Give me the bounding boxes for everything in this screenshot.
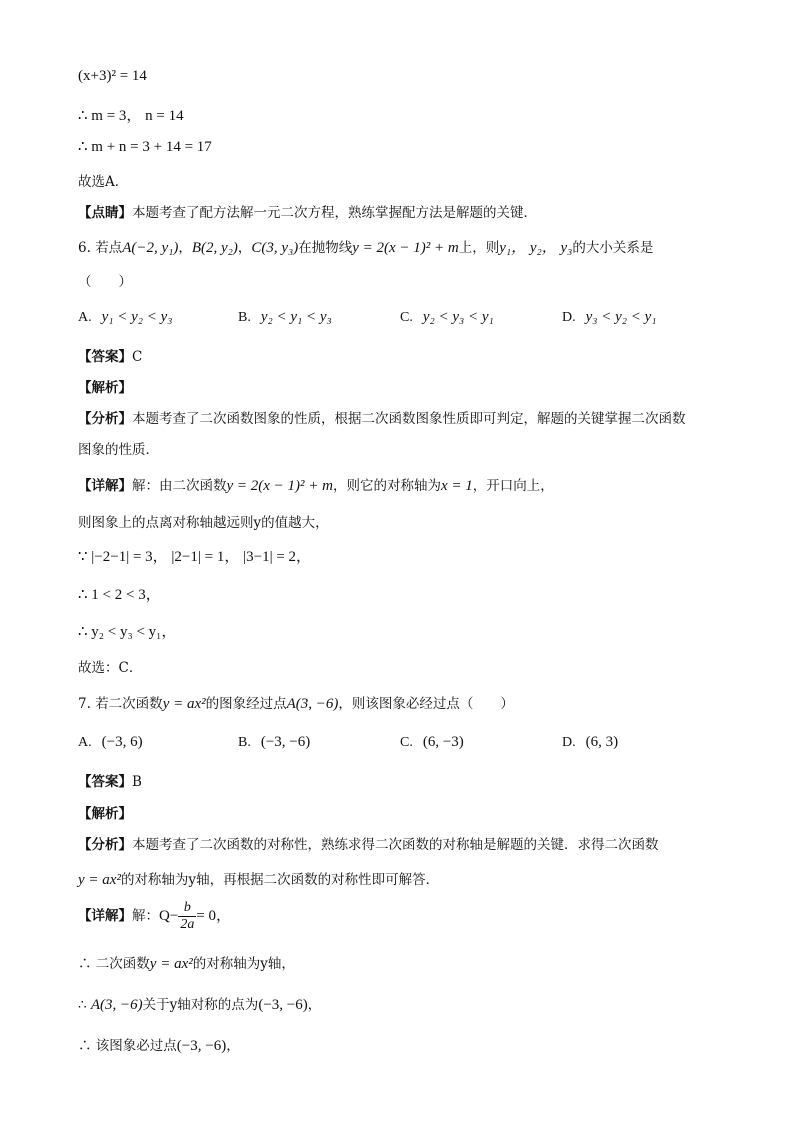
q6-stem-b: 在抛物线	[298, 240, 353, 256]
q6-option-c-label: C.	[400, 310, 413, 325]
q6-step-5: 故选：C．	[78, 660, 143, 676]
q6-step-4: ∴ y₂ < y₃ < y₁，	[78, 624, 177, 640]
q6-jiexi: 【解析】	[78, 380, 132, 396]
q7-option-b-text: (−3, −6)	[260, 734, 311, 750]
q6-option-c	[400, 309, 494, 326]
dianjing-line	[78, 201, 537, 221]
q6-point-b: B(2, y₂)	[191, 240, 238, 256]
q6-answer-value: C	[132, 349, 143, 365]
equation-line-3: ∴ m + n = 3 + 14 = 17	[78, 139, 212, 155]
q7-answer	[78, 770, 142, 790]
q6-option-b	[238, 309, 332, 326]
q7-step-1	[78, 952, 295, 973]
q6-option-d-label: D.	[562, 310, 576, 325]
q7-step-2-point: A(3, −6)	[90, 997, 143, 1013]
choice-line: 故选A．	[78, 174, 129, 190]
q7-detail	[78, 900, 231, 933]
q6-option-b-label: B.	[238, 310, 251, 325]
q7-analysis-eq: y = ax²	[78, 872, 121, 888]
q7-step-1-a: ∴ 二次函数	[78, 956, 150, 972]
q6-option-d-text: y₃ < y₂ < y₁	[585, 309, 657, 325]
q6-number: 6.	[78, 240, 91, 256]
q7-step-2-a: ∴	[78, 997, 87, 1013]
q7-stem	[78, 692, 514, 713]
q7-step-3	[78, 1034, 240, 1055]
q6-stem-d: 的大小关系是	[572, 240, 654, 256]
q7-step-1-eq: y = ax²	[149, 956, 193, 972]
q6-detail-a: 解：由二次函数	[132, 478, 227, 494]
q7-fraction-denominator: 2a	[180, 917, 195, 932]
q7-detail-q: Q	[159, 908, 170, 924]
q6-point-c: C(3, y₃)	[251, 240, 299, 256]
q7-step-2-b: 关于y轴对称的点为	[142, 997, 259, 1013]
q7-step-1-b: 的对称轴为y轴，	[192, 956, 295, 972]
q6-option-c-text: y₂ < y₃ < y₁	[422, 309, 494, 325]
q7-analysis-tag: 【分析】	[78, 837, 132, 853]
q6-parabola: y = 2(x − 1)² + m	[352, 240, 459, 256]
q6-point-a: A(−2, y₁)	[122, 240, 179, 256]
q7-option-d	[562, 734, 618, 751]
q7-stem-a: 若二次函数	[95, 696, 163, 712]
q7-step-3-b: ，	[226, 1038, 240, 1054]
q7-step-2-result: (−3, −6)	[258, 997, 308, 1013]
q7-option-c	[400, 734, 464, 751]
q6-paren: （ ）	[78, 274, 132, 290]
q7-option-a-label: A.	[78, 735, 92, 750]
q7-stem-c: ，则该图象必经过点（ ）	[338, 696, 514, 712]
q7-number: 7.	[78, 696, 91, 712]
q6-step-1: 则图象上的点离对称轴越远则y的值越大，	[78, 515, 329, 531]
q6-detail-c: ，开口向上，	[472, 478, 554, 494]
q7-option-d-text: (6, 3)	[585, 734, 619, 750]
q6-option-d	[562, 309, 657, 326]
q6-stem-a: 若点	[95, 240, 123, 256]
q7-analysis-text-2: 的对称轴为y轴，再根据二次函数的对称性即可解答．	[120, 872, 440, 888]
q7-option-a	[78, 734, 143, 751]
q6-analysis-tag: 【分析】	[78, 411, 132, 427]
q6-detail-axis: x = 1	[441, 478, 473, 494]
q6-detail	[78, 474, 554, 495]
q6-analysis-1	[78, 407, 686, 427]
q6-option-a-label: A.	[78, 310, 92, 325]
q6-step-3: ∴ 1 < 2 < 3，	[78, 587, 161, 603]
equation-line-2: ∴ m = 3， n = 14	[78, 108, 184, 124]
q6-analysis-text-1: 本题考查了二次函数图象的性质，根据二次函数图象性质即可判定，解题的关键掌握二次函数	[132, 411, 686, 427]
q7-option-c-text: (6, −3)	[422, 734, 464, 750]
q7-option-b	[238, 734, 310, 751]
q7-analysis-2	[78, 868, 439, 889]
q7-answer-tag: 【答案】	[78, 774, 132, 790]
q7-step-2	[78, 993, 321, 1014]
q7-func: y = ax²	[162, 696, 206, 712]
q6-sep-1: ，	[178, 240, 192, 256]
q7-option-d-label: D.	[562, 735, 576, 750]
q7-detail-minus: −	[169, 908, 179, 924]
q7-point: A(3, −6)	[286, 696, 339, 712]
q7-fraction	[178, 900, 196, 933]
equation-line-1: (x+3)² = 14	[78, 68, 147, 84]
q7-option-c-label: C.	[400, 735, 413, 750]
q7-stem-b: 的图象经过点	[205, 696, 287, 712]
q7-detail-eq0: = 0，	[196, 908, 232, 924]
q6-detail-eq: y = 2(x − 1)² + m	[226, 478, 334, 494]
dianjing-tag: 【点睛】	[78, 205, 132, 221]
q7-option-b-label: B.	[238, 735, 251, 750]
q7-detail-tag: 【详解】	[78, 908, 132, 924]
q6-step-2: ∵ |−2−1| = 3， |2−1| = 1， |3−1| = 2，	[78, 549, 312, 565]
q7-analysis-text-1: 本题考查了二次函数的对称性，熟练求得二次函数的对称轴是解题的关键．求得二次函数	[132, 837, 659, 853]
q6-answer	[78, 345, 142, 365]
q7-answer-value: B	[132, 774, 142, 790]
q7-analysis-1	[78, 833, 659, 853]
q7-step-2-c: ，	[307, 997, 322, 1013]
q6-stem	[78, 236, 653, 257]
q6-analysis-2: 图象的性质．	[78, 442, 159, 458]
q6-option-a	[78, 309, 173, 326]
q6-answer-tag: 【答案】	[78, 349, 132, 365]
q6-option-a-text: y₁ < y₂ < y₃	[101, 309, 173, 325]
q6-stem-c: 上，则	[458, 240, 500, 256]
q7-fraction-numerator: b	[178, 900, 196, 917]
q6-sep-2: ，	[237, 240, 252, 256]
q7-detail-a: 解：	[132, 908, 159, 924]
q7-jiexi: 【解析】	[78, 806, 132, 822]
q6-option-b-text: y₂ < y₁ < y₃	[260, 309, 332, 325]
q6-detail-b: ，则它的对称轴为	[333, 478, 442, 494]
dianjing-text: 本题考查了配方法解一元二次方程，熟练掌握配方法是解题的关键．	[132, 205, 537, 221]
q7-option-a-text: (−3, 6)	[101, 734, 143, 750]
q7-step-3-a: ∴ 该图象必过点	[78, 1038, 177, 1054]
q6-detail-tag: 【详解】	[78, 478, 132, 494]
q6-vars: y₁， y₂， y₃	[499, 240, 573, 256]
q7-step-3-point: (−3, −6)	[176, 1038, 227, 1054]
